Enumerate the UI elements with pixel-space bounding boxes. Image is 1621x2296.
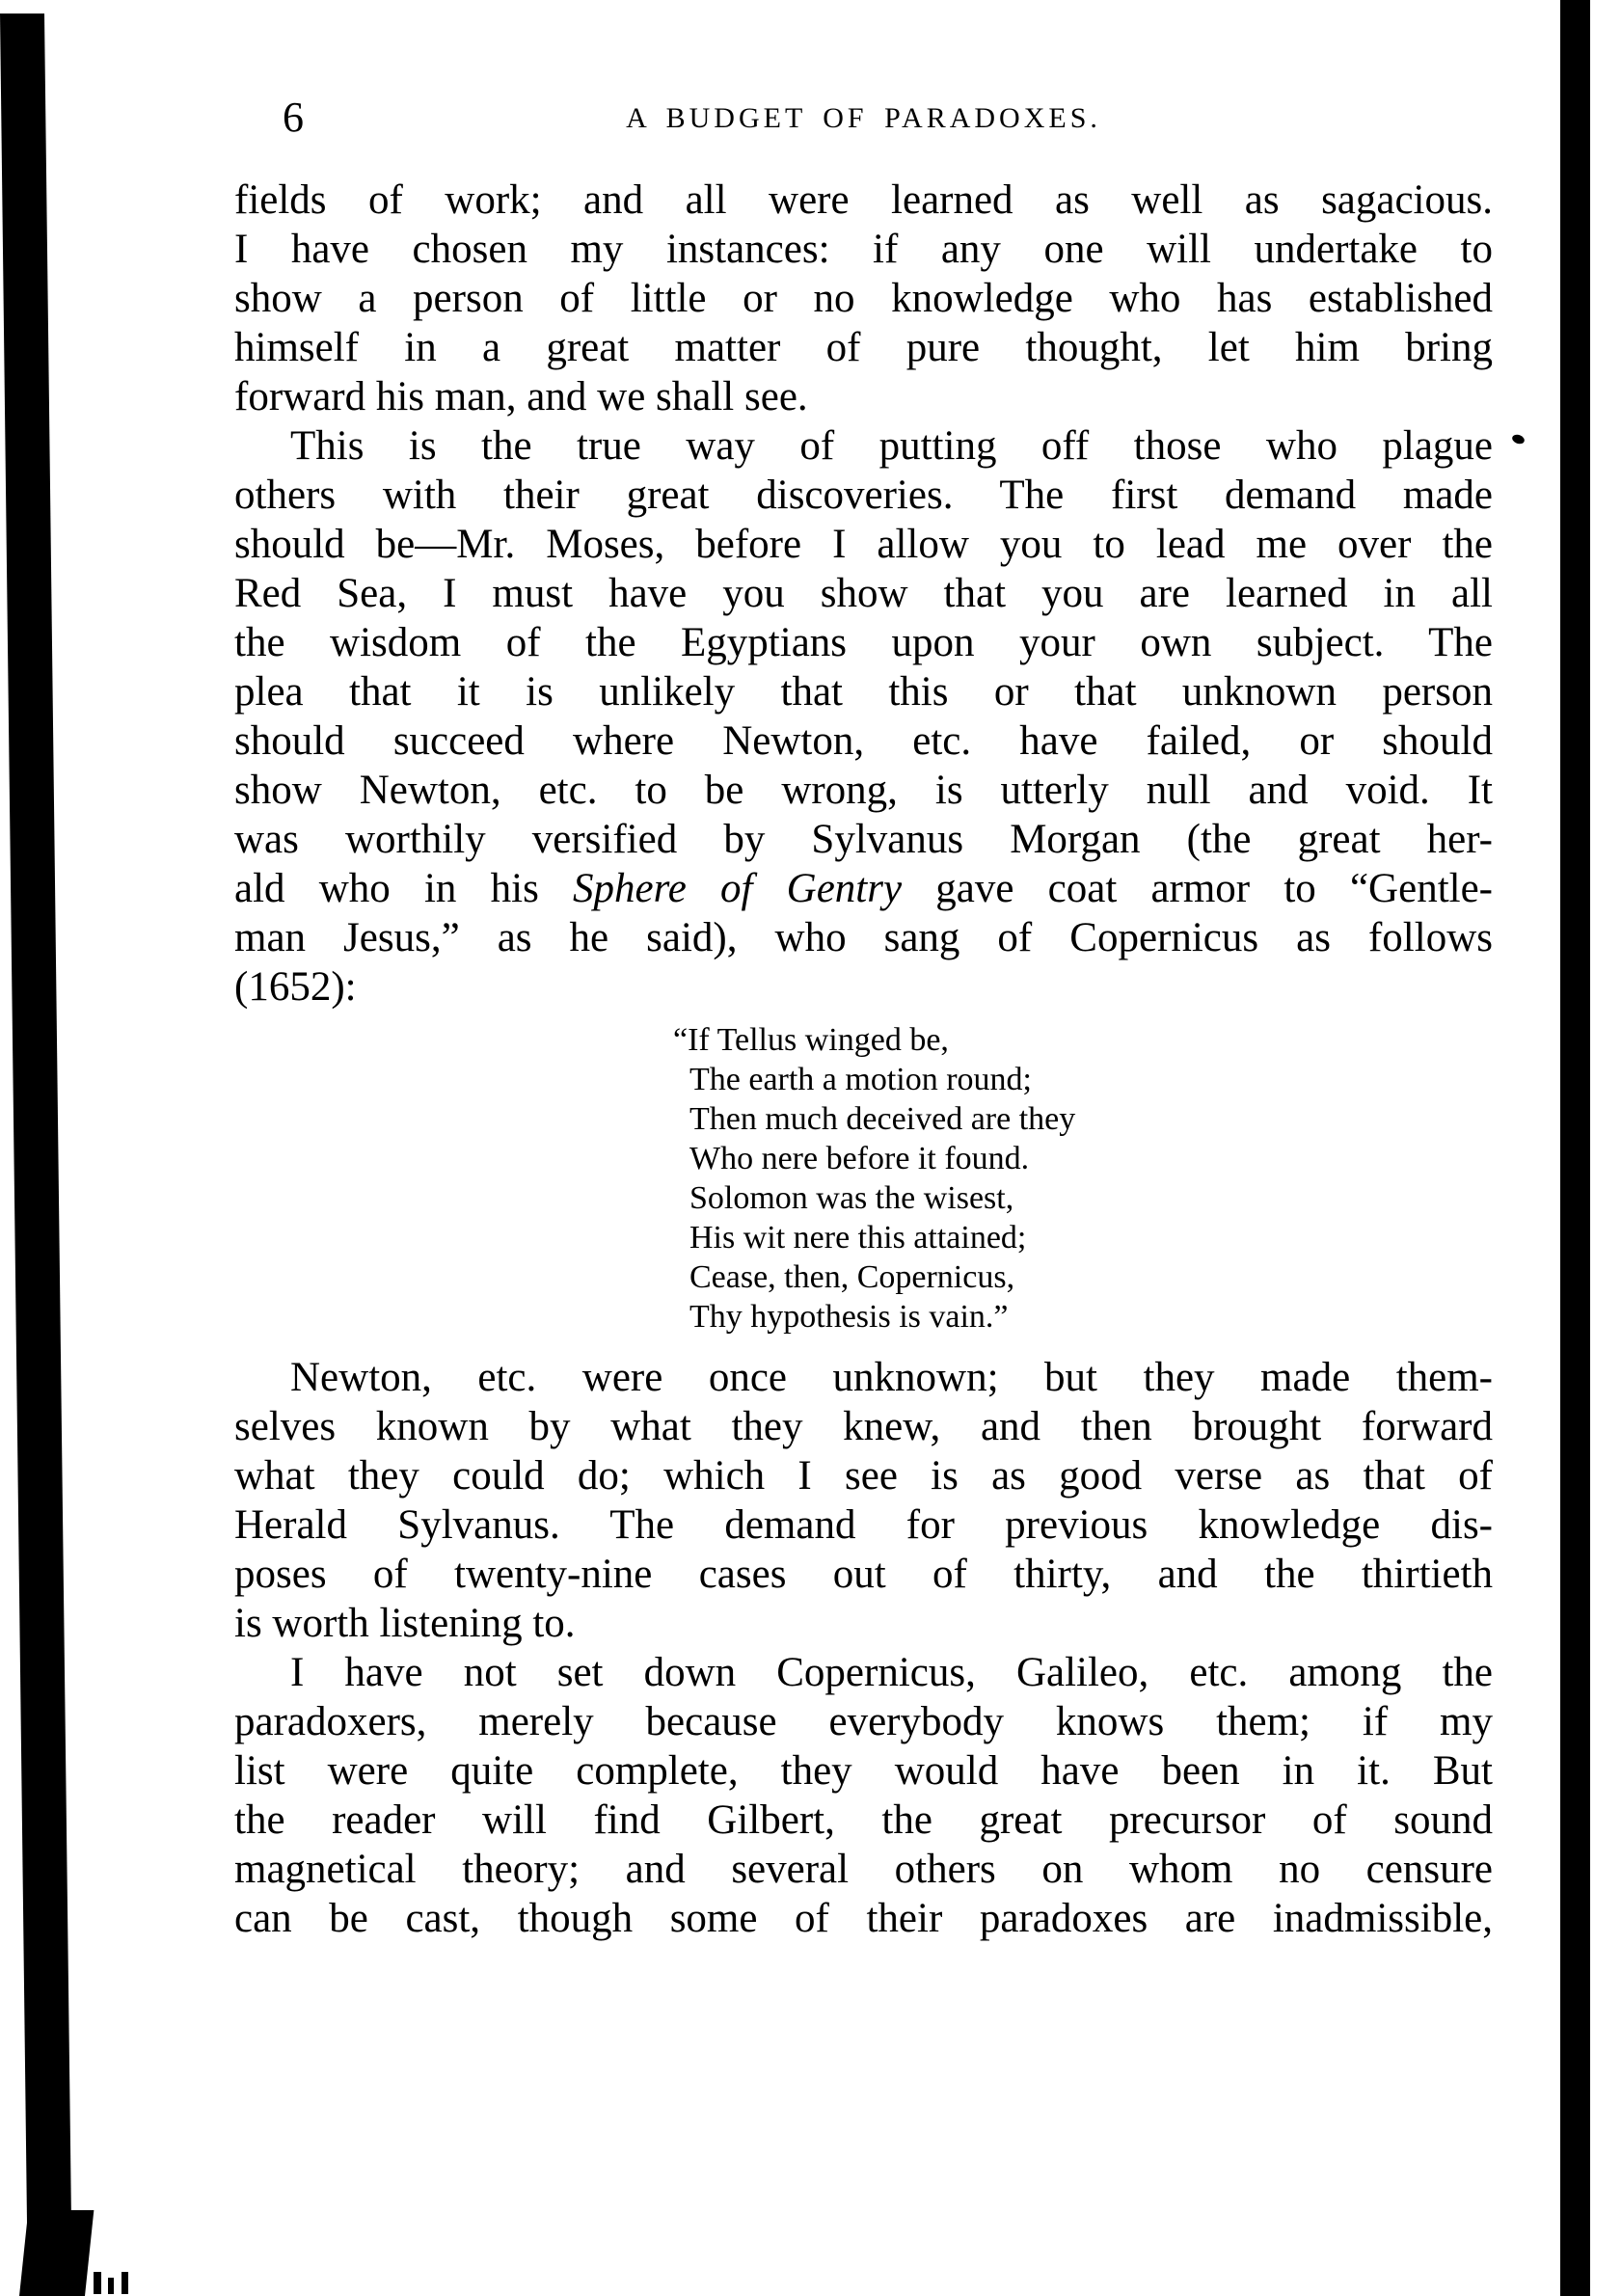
verse-line: The earth a motion round; (689, 1062, 1033, 1097)
text-line: fields of work; and all were learned as well as sagacious. (234, 177, 1493, 223)
text-column (234, 176, 1493, 1943)
text-line: selves known by what they knew, and then brought forward (234, 1404, 1493, 1449)
text-line: list were quite complete, they would have been in it. But (234, 1748, 1493, 1794)
text-line: the wisdom of the Egyptians upon your own subject. The (234, 620, 1493, 665)
text-line: show a person of little or no knowledge who has established (234, 276, 1493, 321)
book-title-italic: Sphere of Gentry (573, 866, 903, 911)
text-segment: ald who in his (234, 866, 574, 911)
text-line: others with their great discoveries. The first demand made (234, 473, 1493, 518)
text-line: show Newton, etc. to be wrong, is utterly null and void. It (234, 768, 1493, 813)
text-line: (1652): (234, 964, 357, 1010)
text-line: can be cast, though some of their paradoxes are inadmissible, (234, 1896, 1493, 1941)
verse-line: His wit nere this attained; (689, 1220, 1027, 1256)
text-line: himself in a great matter of pure thought, let him bring (234, 325, 1493, 370)
text-line-with-italic (234, 864, 1493, 913)
text-line: plea that it is unlikely that this or that unknown person (234, 669, 1493, 715)
text-line: Herald Sylvanus. The demand for previous knowledge dis- (234, 1502, 1493, 1548)
verse-quotation (673, 1020, 1493, 1337)
scan-gutter-foot (19, 2210, 94, 2296)
text-line: I have not set down Copernicus, Galileo, etc. among the (290, 1650, 1493, 1695)
text-line: man Jesus,” as he said), who sang of Copernicus as follows (234, 915, 1493, 960)
page-header (234, 95, 1493, 152)
verse-line: Cease, then, Copernicus, (689, 1259, 1015, 1295)
text-segment: gave coat armor to “Gentle- (902, 866, 1493, 911)
text-line: Newton, etc. were once unknown; but they made them- (290, 1355, 1493, 1400)
scan-edge-right-bar (1560, 0, 1590, 2296)
text-line: the reader will find Gilbert, the great precursor of sound (234, 1797, 1493, 1843)
verse-line: Who nere before it found. (689, 1141, 1030, 1176)
running-head-title: A BUDGET OF PARADOXES. (626, 102, 1101, 134)
text-line: poses of twenty-nine cases out of thirty, and the thirtieth (234, 1552, 1493, 1597)
paragraph-1 (234, 176, 1493, 421)
verse-line: Then much deceived are they (689, 1101, 1076, 1137)
ink-mark (122, 2272, 128, 2294)
page-number: 6 (283, 94, 304, 141)
verse-line: “If Tellus winged be, (673, 1022, 949, 1058)
text-line: Red Sea, I must have you show that you are learned in all (234, 571, 1493, 616)
verse-line: Solomon was the wisest, (689, 1180, 1014, 1216)
scan-gutter-left-bar (0, 14, 72, 2296)
paragraph-3 (234, 1353, 1493, 1648)
text-line: I have chosen my instances: if any one will undertake to (234, 227, 1493, 272)
ink-speck (1511, 433, 1526, 446)
text-line: paradoxers, merely because everybody knows them; if my (234, 1699, 1493, 1744)
text-line: is worth listening to. (234, 1601, 576, 1646)
text-line: was worthily versified by Sylvanus Morgan (the great her- (234, 817, 1493, 862)
verse-line: Thy hypothesis is vain.” (689, 1299, 1009, 1335)
text-line: should be—Mr. Moses, before I allow you to lead me over the (234, 522, 1493, 567)
text-line: forward his man, and we shall see. (234, 374, 808, 419)
paragraph-4 (234, 1648, 1493, 1943)
text-line: magnetical theory; and several others on whom no censure (234, 1847, 1493, 1892)
paragraph-2 (234, 421, 1493, 1012)
ink-mark (94, 2272, 101, 2294)
text-line: This is the true way of putting off those who plague (290, 423, 1493, 469)
text-line: what they could do; which I see is as good verse as that of (234, 1453, 1493, 1499)
text-line: should succeed where Newton, etc. have failed, or should (234, 718, 1493, 764)
ink-mark (108, 2278, 114, 2294)
